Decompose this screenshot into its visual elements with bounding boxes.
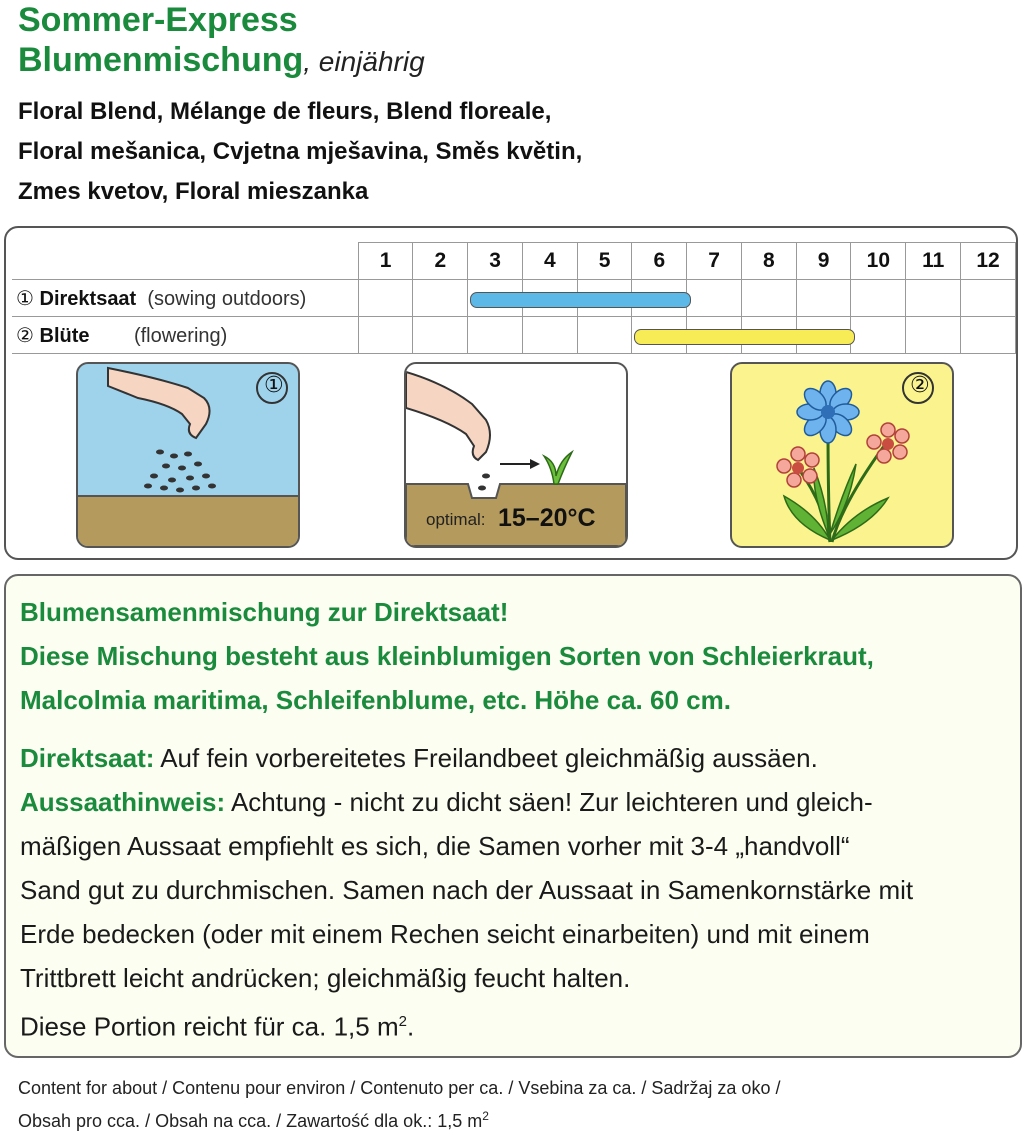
portion-info: [20, 1000, 1006, 1049]
aussaat-label: Aussaathinweis:: [20, 787, 226, 817]
portion-superscript: 2: [398, 1013, 407, 1030]
month-cell: 10: [851, 243, 906, 280]
step-marker: ②: [910, 372, 930, 397]
portion-text: Diese Portion reicht für ca. 1,5 m: [20, 1011, 399, 1042]
footer-superscript: 2: [482, 1109, 489, 1123]
row-translation: (sowing outdoors): [147, 287, 307, 310]
portion-end: .: [406, 1011, 415, 1042]
footer-line: [18, 1102, 780, 1135]
optimal-temperature: 15–20°C: [498, 504, 596, 532]
month-cell: 1: [358, 243, 413, 280]
flowering-period-bar: [634, 329, 855, 345]
row-translation: (flowering): [133, 324, 228, 347]
footer-line-text: Obsah pro cca. / Obsah na cca. / Zawartość dla ok.: 1,5 m: [18, 1111, 483, 1131]
sowing-calendar-panel: [4, 226, 1018, 560]
month-cell: 9: [796, 243, 851, 280]
row-name: Blüte: [39, 324, 90, 347]
sowing-period-bar: [470, 292, 691, 308]
content-footer: [18, 1074, 780, 1135]
optimal-label: optimal:: [426, 510, 486, 529]
month-cell: 4: [522, 243, 577, 280]
direktsaat-text: Auf fein vorbereitetes Freilandbeet gleichmäßig aussäen.: [154, 743, 818, 773]
row-label: [12, 280, 358, 317]
flowering-illustration: [730, 362, 954, 548]
description-headline: Blumensamenmischung zur Direktsaat!: [20, 597, 509, 627]
month-cell: 3: [468, 243, 523, 280]
row-marker: ②: [16, 324, 34, 347]
row-name: Direktsaat: [39, 287, 137, 310]
aussaat-text: Achtung - nicht zu dicht säen! Zur leichteren und gleich-: [225, 787, 873, 817]
aussaat-text-line: Trittbrett leicht andrücken; gleichmäßig feucht halten.: [20, 963, 631, 993]
row-marker: ①: [16, 287, 34, 310]
direktsaat-instruction: [20, 736, 1006, 780]
product-subtitle: [18, 40, 425, 82]
translation-line: Floral mešanica, Cvjetna mješavina, Směs květin,: [18, 138, 583, 165]
footer-line: Content for about / Contenu pour environ / Contenuto per ca. / Vsebina za ca. / Sadržaj za oko /: [18, 1078, 781, 1098]
step-marker: ①: [264, 372, 284, 397]
product-title: Sommer-Express: [18, 1, 298, 39]
calendar-row-bluete: [12, 317, 1016, 354]
aussaat-text-line: mäßigen Aussaat empfiehlt es sich, die Samen vorher mit 3-4 „handvoll“: [20, 831, 850, 861]
translation-line: Floral Blend, Mélange de fleurs, Blend floreale,: [18, 98, 552, 125]
month-cell: 5: [577, 243, 632, 280]
calendar-month-header: [12, 243, 1016, 280]
translated-names: [18, 92, 582, 212]
aussaat-text-line: Sand gut zu durchmischen. Samen nach der Aussaat in Samenkornstärke mit: [20, 875, 914, 905]
description-headline: Malcolmia maritima, Schleifenblume, etc. Höhe ca. 60 cm.: [20, 685, 731, 715]
direktsaat-label: Direktsaat:: [20, 743, 155, 773]
germination-illustration: [404, 362, 628, 548]
description-panel: [4, 574, 1022, 1058]
translation-line: Zmes kvetov, Floral mieszanka: [18, 178, 369, 205]
month-cell: 12: [961, 243, 1016, 280]
month-cell: 2: [413, 243, 468, 280]
row-label: [12, 317, 358, 354]
month-cell: 6: [632, 243, 687, 280]
month-cell: 8: [741, 243, 796, 280]
calendar-corner: [12, 243, 358, 280]
description-headline: Diese Mischung besteht aus kleinblumigen Sorten von Schleierkraut,: [20, 641, 874, 671]
sowing-illustration: [76, 362, 300, 548]
product-subtitle-suffix: , einjährig: [303, 46, 425, 77]
month-cell: 11: [906, 243, 961, 280]
aussaat-instruction: [20, 780, 1006, 824]
product-subtitle-main: Blumenmischung: [18, 41, 304, 79]
month-cell: 7: [687, 243, 742, 280]
aussaat-text-line: Erde bedecken (oder mit einem Rechen seicht einarbeiten) und mit einem: [20, 919, 870, 949]
